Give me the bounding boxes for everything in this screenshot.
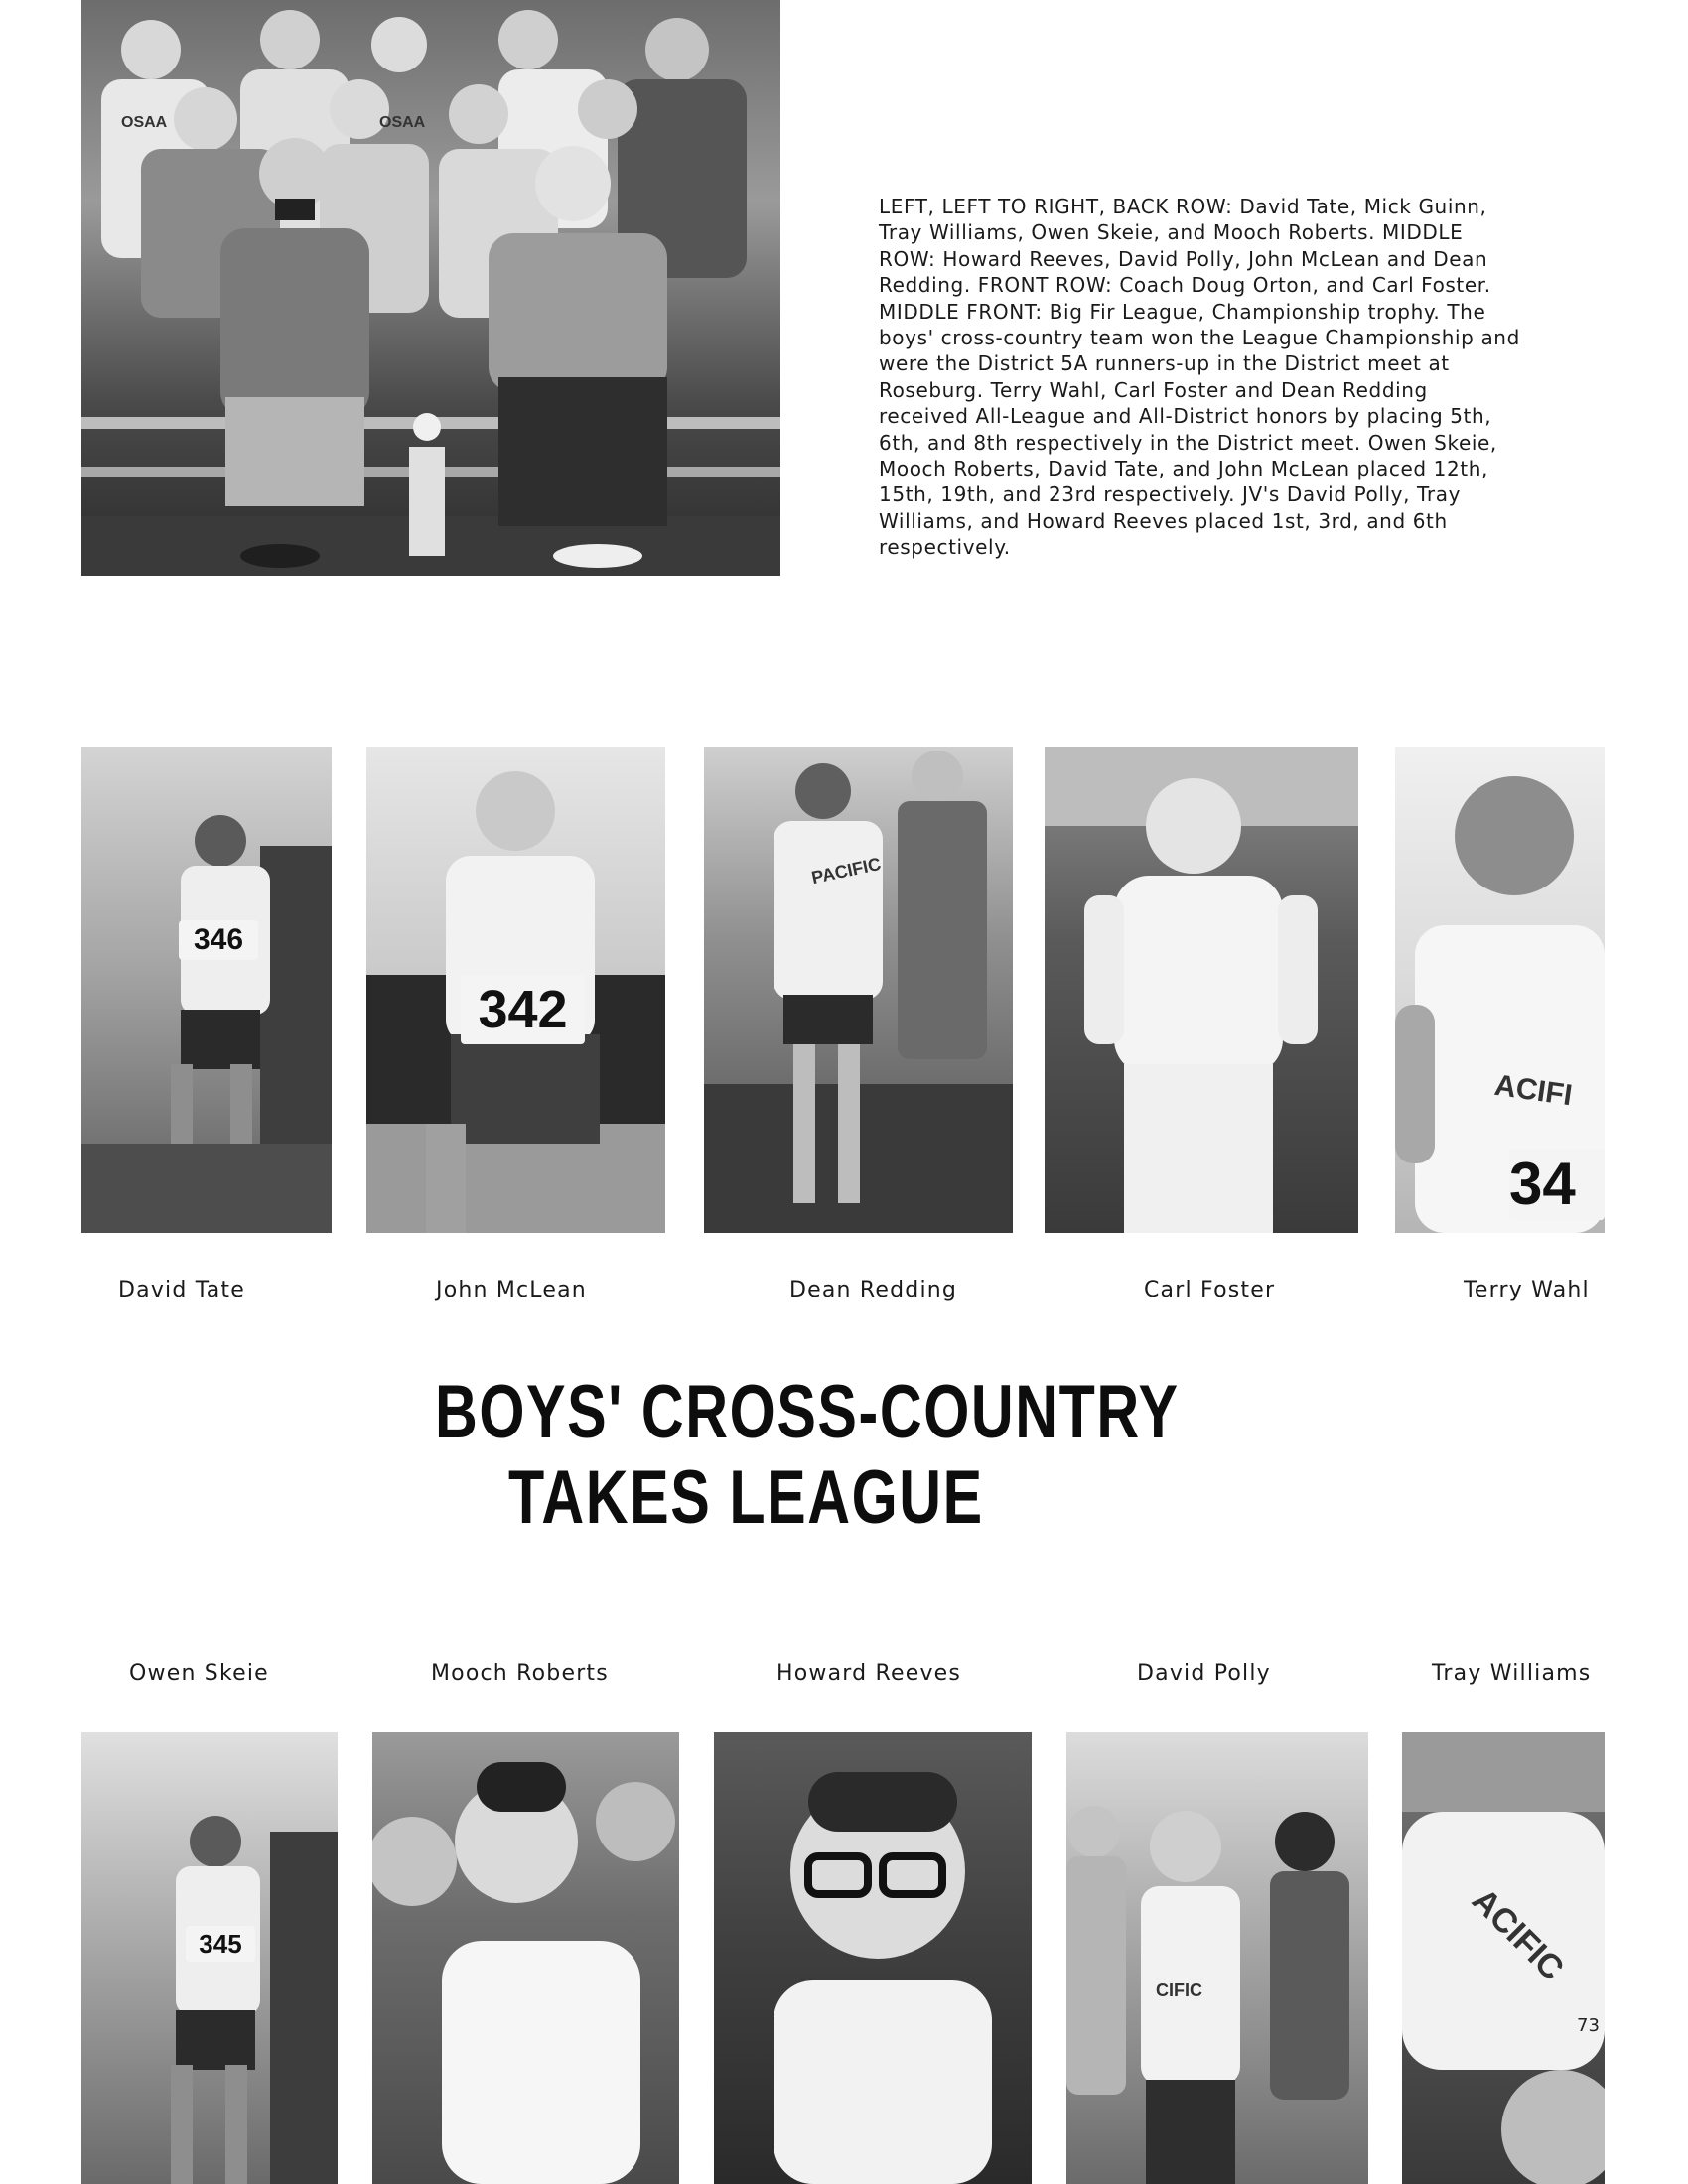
name-label-terry-wahl: Terry Wahl <box>1464 1278 1590 1302</box>
page-number: 73 <box>1577 2015 1600 2036</box>
name-label-howard-reeves: Howard Reeves <box>776 1661 962 1686</box>
race-bib: 342 <box>461 975 585 1044</box>
photo-owen-skeie <box>81 1732 338 2184</box>
name-label-dean-redding: Dean Redding <box>789 1278 958 1302</box>
race-bib: 34 <box>1509 1149 1605 1220</box>
photo-mooch-roberts <box>372 1732 679 2184</box>
name-label-david-polly: David Polly <box>1137 1661 1271 1686</box>
shirt-lettering: CIFIC <box>1156 1980 1202 2000</box>
race-bib: 346 <box>179 920 258 960</box>
headline-line2: TAKES LEAGUE <box>508 1455 984 1540</box>
photo-howard-reeves <box>714 1732 1032 2184</box>
team-photo <box>81 0 780 576</box>
headline-line1: BOYS' CROSS-COUNTRY <box>435 1370 1180 1454</box>
photo-carl-foster <box>1045 747 1358 1233</box>
name-label-owen-skeie: Owen Skeie <box>129 1661 269 1686</box>
shirt-lettering: OSAA <box>121 114 168 131</box>
photo-john-mclean <box>366 747 665 1233</box>
photo-david-polly <box>1066 1732 1368 2184</box>
name-label-david-tate: David Tate <box>118 1278 245 1302</box>
shirt-lettering: OSAA <box>379 114 426 131</box>
team-caption <box>879 194 1524 561</box>
photo-david-tate <box>81 747 332 1233</box>
photo-dean-redding <box>704 747 1013 1233</box>
name-label-john-mclean: John McLean <box>436 1278 587 1302</box>
caption-text: LEFT, LEFT TO RIGHT, BACK ROW: David Tate, Mick Guinn, Tray Williams, Owen Skeie, and Mooch Roberts. MIDDLE ROW: Howard Reeves, David Polly, John McLean and Dean Redding. FRONT ROW: Coach Doug Orton, and Carl Foster. MIDDLE FRONT: Big Fir League, Championship trophy. The boys' cross-country team won the League Championship and were the District 5A runners-up in the District meet at Roseburg. Terry Wahl, Carl Foster and Dean Redding received All-League and All-District honors by placing 5th, 6th, and 8th respectively in the District meet. Owen Skeie, Mooch Roberts, David Tate, and John McLean placed 12th, 15th, 19th, and 23rd respectively. JV's David Polly, Tray Williams, and Howard Reeves placed 1st, 3rd, and 6th respectively. <box>879 195 1520 560</box>
name-label-mooch-roberts: Mooch Roberts <box>431 1661 609 1686</box>
race-bib: 345 <box>186 1926 255 1962</box>
shirt-lettering: ACIFI <box>1492 1068 1575 1113</box>
name-label-carl-foster: Carl Foster <box>1144 1278 1276 1302</box>
photo-tray-williams <box>1402 1732 1605 2184</box>
photo-terry-wahl <box>1395 747 1605 1233</box>
shirt-lettering: PACIFIC <box>809 853 883 888</box>
shirt-lettering: ACIFIC <box>1465 1881 1572 1988</box>
name-label-tray-williams: Tray Williams <box>1432 1661 1592 1686</box>
